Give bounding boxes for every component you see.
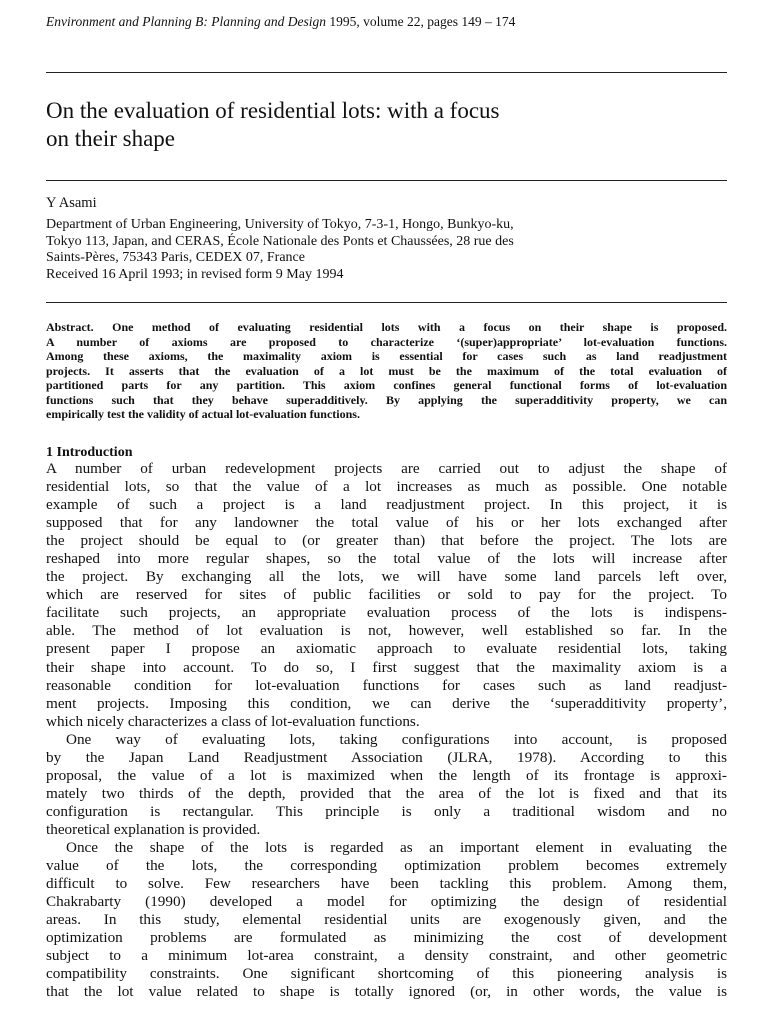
header-divider <box>46 72 727 73</box>
affiliation-line: Department of Urban Engineering, University of Tokyo, 7-3-1, Hongo, Bunkyo-ku, <box>46 216 514 232</box>
abstract-line: empirically test the validity of actual lot-evaluation functions. <box>46 407 360 421</box>
affiliation-line: Saints-Pères, 75343 Paris, CEDEX 07, France <box>46 250 305 266</box>
abstract-line: Abstract. One method of evaluating residential lots with a focus on their shape is proposed. <box>46 320 727 334</box>
body-line: facilitate such projects, an appropriate evaluation process of the lots is indispens- <box>46 604 727 622</box>
body-line: present paper I propose an axiomatic approach to evaluate residential lots, taking <box>46 640 727 658</box>
journal-volume-pages: 1995, volume 22, pages 149 – 174 <box>329 14 516 29</box>
body-line: by the Japan Land Readjustment Association (JLRA, 1978). According to this <box>46 748 727 766</box>
body-line: which nicely characterizes a class of lot-evaluation functions. <box>46 712 420 730</box>
body-line: the project. By exchanging all the lots, we will have some land parcels left over, <box>46 568 727 586</box>
body-line: which are reserved for sites of public facilities or sold to pay for the project. To <box>46 586 727 604</box>
body-line: subject to a minimum lot-area constraint, a density constraint, and other geometric <box>46 947 727 965</box>
body-line: example of such a project is a land readjustment project. In this project, it is <box>46 496 727 514</box>
abstract-divider <box>46 302 727 303</box>
body-line: reasonable condition for lot-evaluation functions for cases such as land readjust- <box>46 676 727 694</box>
body-line: Chakrabarty (1990) developed a model for optimizing the design of residential <box>46 893 727 911</box>
body-line: ment projects. Imposing this condition, we can derive the ‘superadditivity property’, <box>46 694 727 712</box>
body-line: supposed that for any landowner the total value of his or her lots exchanged after <box>46 514 727 532</box>
author-block <box>46 195 726 284</box>
section-heading-introduction: 1 Introduction <box>46 445 133 460</box>
body-line: A number of urban redevelopment projects are carried out to adjust the shape of <box>46 460 727 477</box>
body-line: areas. In this study, elemental residential units are exogenously given, and the <box>46 911 727 929</box>
body-line: mately two thirds of the depth, provided that the area of the lot is fixed and that its <box>46 784 727 802</box>
title-divider <box>46 180 727 181</box>
body-line: value of the lots, the corresponding optimization problem becomes extremely <box>46 857 727 875</box>
received-date: Received 16 April 1993; in revised form 9 May 1994 <box>46 267 344 283</box>
introduction-body <box>46 460 727 1001</box>
abstract <box>46 320 727 422</box>
body-line: compatibility constraints. One significant shortcoming of this pioneering analysis is <box>46 965 727 983</box>
abstract-line: projects. It asserts that the evaluation of a lot must be the maximum of the total evaluation of <box>46 363 727 378</box>
journal-name: Environment and Planning B: Planning and Design <box>46 14 326 29</box>
body-line: residential lots, so that the value of a lot increases as much as possible. One notable <box>46 478 727 496</box>
abstract-line: partitioned parts for any partition. This axiom confines general functional forms of lot-evaluation <box>46 378 727 392</box>
abstract-line: Among these axioms, the maximality axiom is essential for cases such as land readjustment <box>46 349 727 363</box>
body-line: their shape into account. To do so, I first suggest that the maximality axiom is a <box>46 658 727 676</box>
body-line: One way of evaluating lots, taking configurations into account, is proposed <box>66 730 727 748</box>
body-line: reshaped into more regular shapes, so the total value of the lots will increase after <box>46 550 727 568</box>
abstract-line: functions such that they behave superadditively. By applying the superadditivity property, we can <box>46 392 727 407</box>
title-line: on their shape <box>46 126 176 151</box>
body-line: proposal, the value of a lot is maximized when the length of its frontage is approxi- <box>46 766 727 784</box>
body-line: configuration is rectangular. This principle is only a traditional wisdom and no <box>46 802 727 820</box>
body-line: theoretical explanation is provided. <box>46 820 261 838</box>
body-line: difficult to solve. Few researchers have been tackling this problem. Among them, <box>46 875 727 893</box>
abstract-line: A number of axioms are proposed to characterize ‘(super)appropriate’ lot-evaluation functions. <box>46 334 727 349</box>
body-line: optimization problems are formulated as minimizing the cost of development <box>46 929 727 947</box>
journal-citation-header <box>46 14 726 30</box>
body-line: Once the shape of the lots is regarded as an important element in evaluating the <box>66 838 727 856</box>
body-line: the project should be equal to (or greater than) that before the project. The lots are <box>46 532 727 550</box>
body-line: that the lot value related to shape is totally ignored (or, in other words, the value is <box>46 983 727 1001</box>
affiliation-line: Tokyo 113, Japan, and CERAS, École Nationale des Ponts et Chaussées, 28 rue des <box>46 233 514 249</box>
body-line: able. The method of lot evaluation is not, however, well established so far. In the <box>46 622 727 640</box>
author-name: Y Asami <box>46 195 97 211</box>
title-line: On the evaluation of residential lots: with a focus <box>46 98 500 123</box>
paper-title <box>46 97 726 153</box>
